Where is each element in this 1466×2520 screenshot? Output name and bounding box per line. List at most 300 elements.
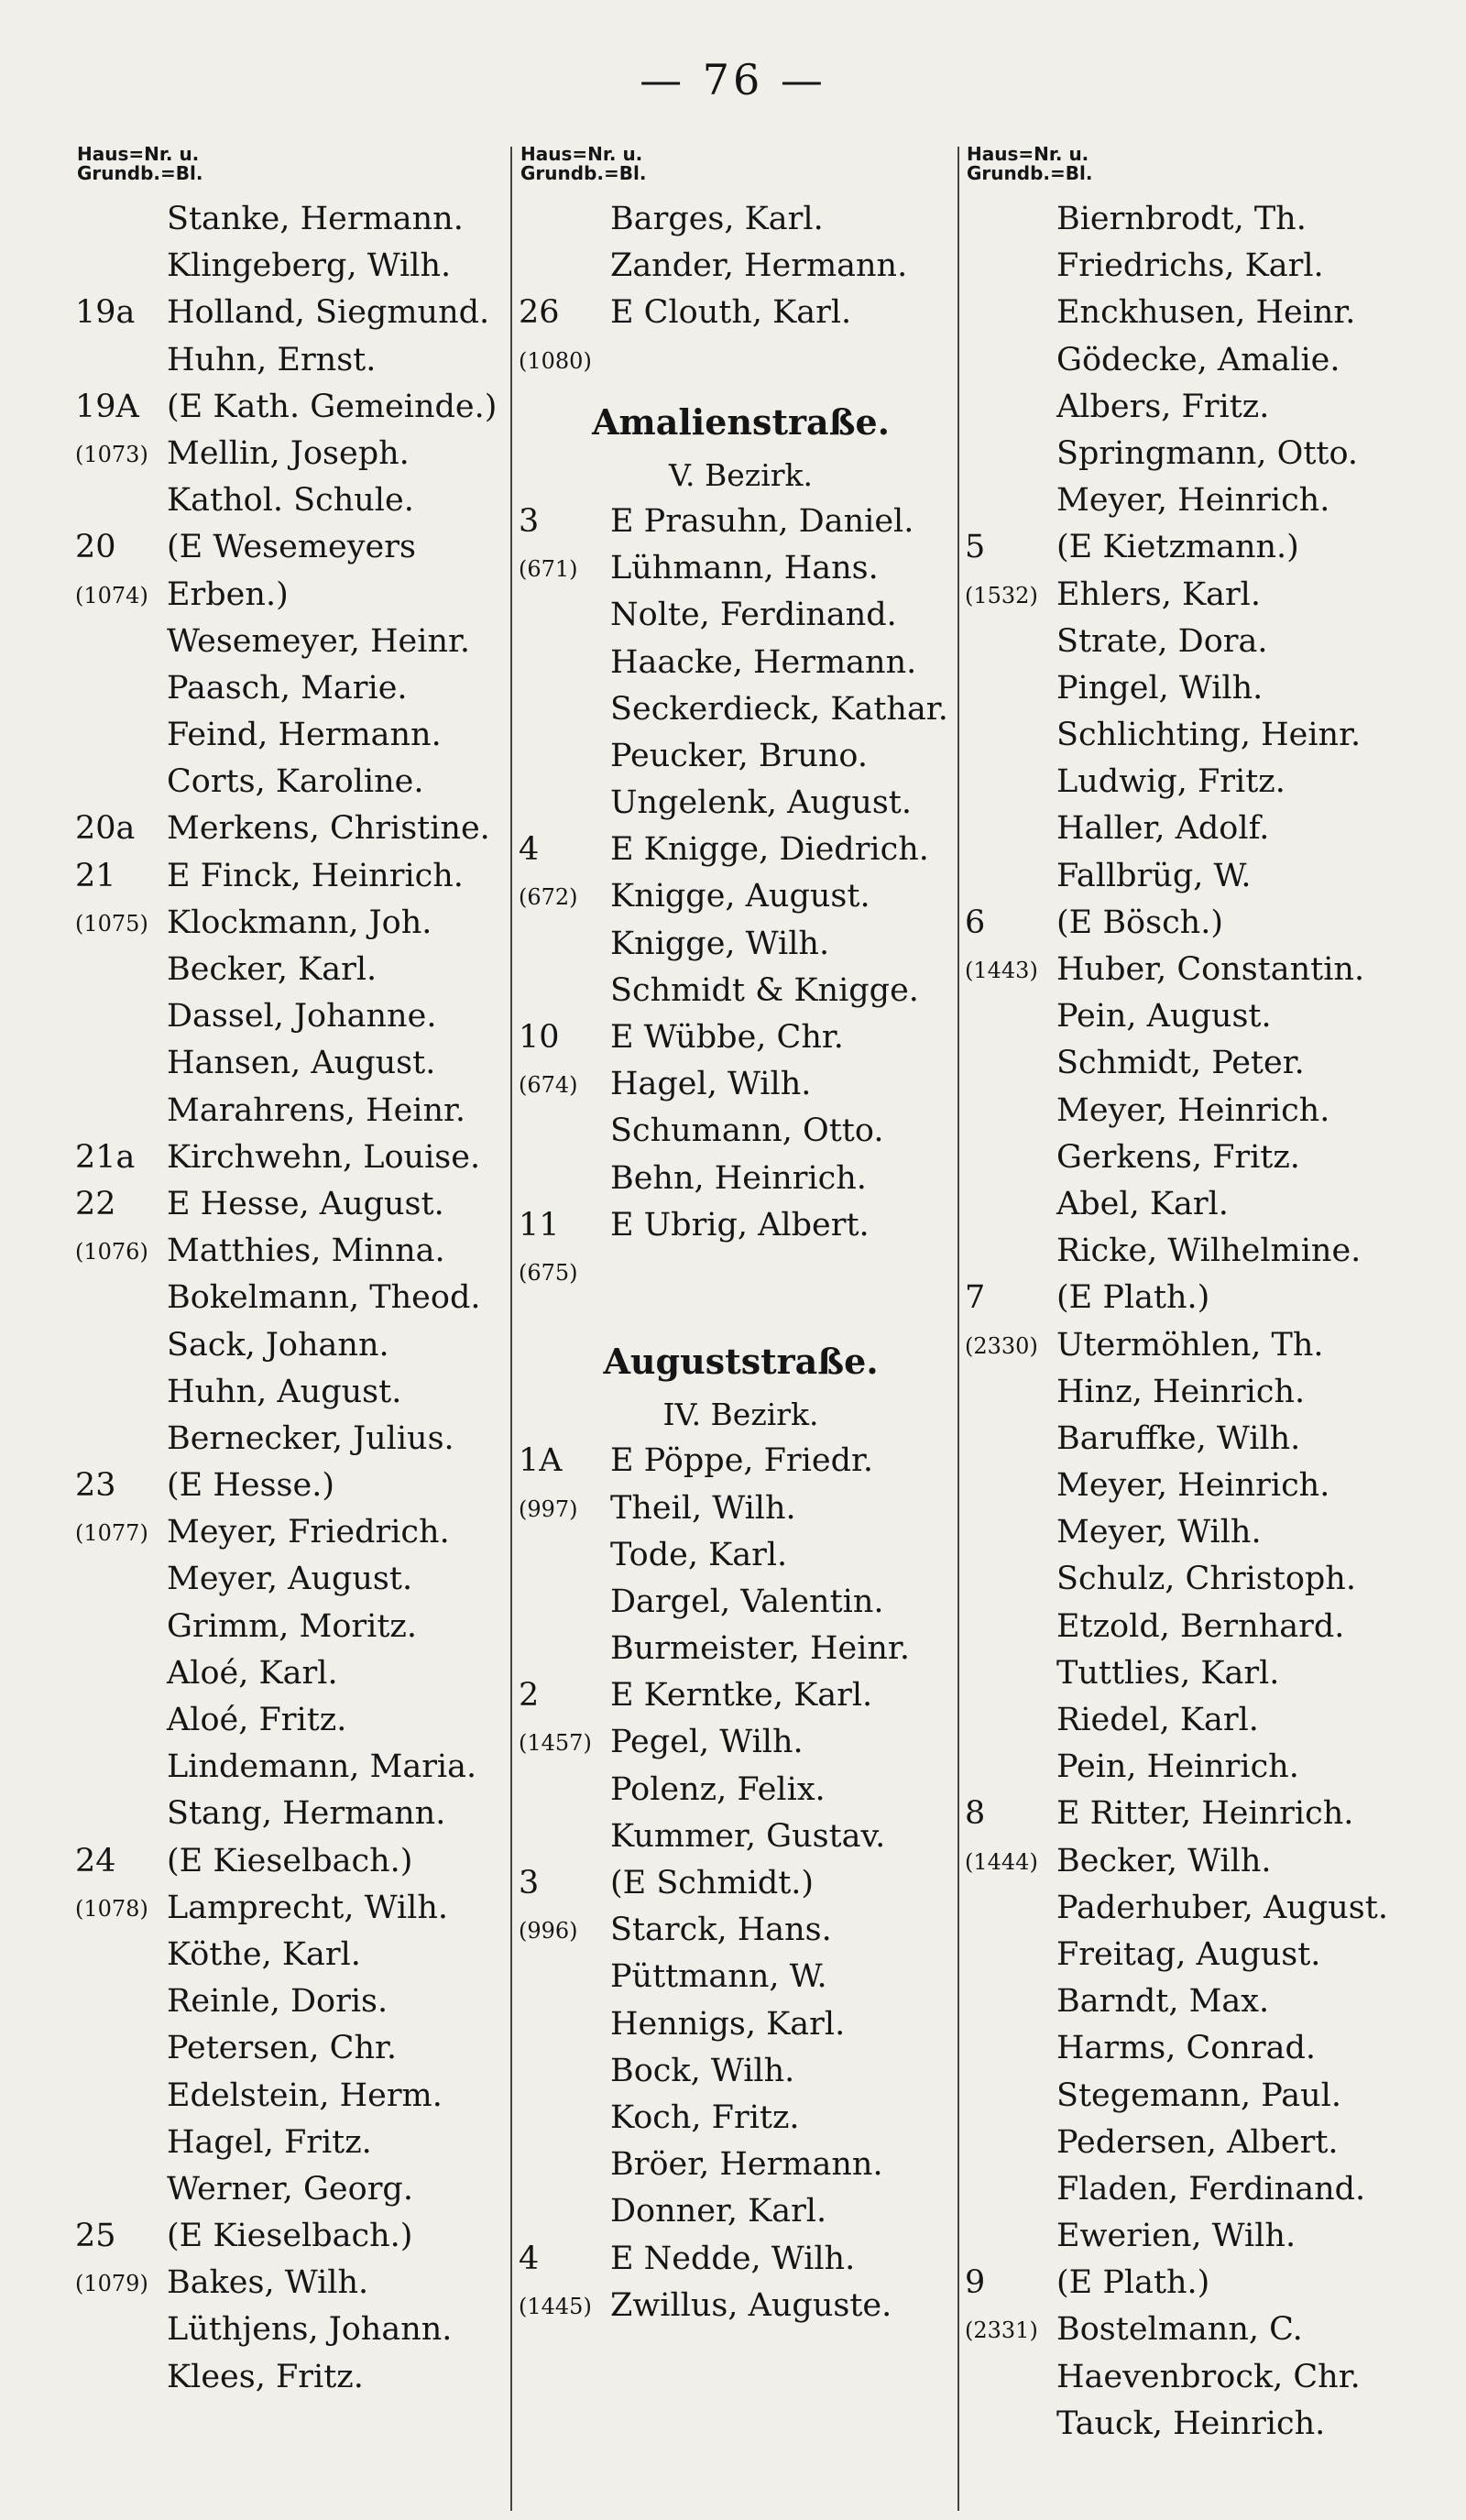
- directory-entry: [965, 2120, 1423, 2166]
- land-register-number: (674): [519, 1072, 578, 1099]
- directory-entry: [519, 780, 963, 827]
- resident-name: Becker, Karl.: [167, 951, 377, 988]
- directory-entry: [965, 2354, 1423, 2401]
- house-number: 25: [75, 2218, 116, 2255]
- directory-entry: [965, 2260, 1423, 2306]
- resident-name: Püttmann, W.: [610, 1958, 827, 1996]
- directory-entry: [75, 2025, 515, 2072]
- directory-entry: [965, 759, 1423, 805]
- directory-entry: [75, 1838, 515, 1885]
- resident-name: Meyer, Heinrich.: [1056, 1467, 1330, 1505]
- directory-entry: [519, 921, 963, 968]
- directory-column-2: [519, 145, 963, 2329]
- resident-name: (E Wesemeyers: [167, 529, 416, 566]
- resident-name: Klingeberg, Wilh.: [167, 247, 452, 285]
- resident-name: Holland, Siegmund.: [167, 294, 490, 332]
- resident-name: Meyer, Friedrich.: [167, 1514, 450, 1551]
- entry-list: [75, 196, 515, 2401]
- directory-entry: [965, 2306, 1423, 2353]
- directory-entry: [965, 1040, 1423, 1087]
- district-label: IV. Bezirk.: [662, 1397, 819, 1433]
- directory-entry: [75, 759, 515, 805]
- resident-name: Petersen, Chr.: [167, 2030, 397, 2067]
- resident-name: Dargel, Valentin.: [610, 1583, 884, 1620]
- column-header-line-2: Grundb.=Bl.: [967, 162, 1093, 184]
- resident-name: E Nedde, Wilh.: [610, 2240, 856, 2277]
- directory-entry: [965, 993, 1423, 1040]
- directory-entry: [75, 1369, 515, 1416]
- resident-name: Tuttlies, Karl.: [1056, 1654, 1280, 1692]
- resident-name: E Ritter, Heinrich.: [1056, 1795, 1354, 1833]
- directory-entry: [519, 592, 963, 639]
- resident-name: Stanke, Hermann.: [167, 201, 464, 237]
- column-header: [967, 145, 1423, 196]
- directory-entry: [965, 1556, 1423, 1603]
- resident-name: Knigge, August.: [610, 878, 870, 915]
- resident-name: Meyer, Heinrich.: [1056, 1091, 1330, 1129]
- directory-entry: [965, 384, 1423, 431]
- house-number: 6: [965, 904, 986, 941]
- resident-name: Edelstein, Herm.: [167, 2076, 443, 2114]
- directory-entry: [519, 2236, 963, 2283]
- resident-name: Burmeister, Heinr.: [610, 1630, 910, 1668]
- directory-entry: [519, 1579, 963, 1626]
- directory-entry: [75, 572, 515, 619]
- directory-entry: [965, 243, 1423, 290]
- directory-entry: [519, 1907, 963, 1954]
- house-number: 5: [965, 529, 986, 566]
- directory-entry: [75, 947, 515, 993]
- resident-name: E Finck, Heinrich.: [167, 857, 464, 894]
- directory-column-3: [965, 145, 1423, 2448]
- directory-entry: [75, 1416, 515, 1463]
- directory-entry: [965, 1134, 1423, 1181]
- directory-entry: [75, 243, 515, 290]
- directory-entry: [519, 968, 963, 1014]
- directory-entry: [75, 477, 515, 524]
- house-number: 11: [519, 1206, 560, 1244]
- resident-name: E Prasuhn, Daniel.: [610, 502, 914, 540]
- directory-entry: [965, 1604, 1423, 1650]
- house-number: 8: [965, 1795, 986, 1833]
- directory-entry: [965, 477, 1423, 524]
- resident-name: Knigge, Wilh.: [610, 925, 830, 962]
- resident-name: Biernbrodt, Th.: [1056, 201, 1307, 237]
- column-header: [77, 145, 515, 196]
- land-register-number: (675): [519, 1259, 578, 1286]
- resident-name: Meyer, Heinrich.: [1056, 482, 1330, 520]
- resident-name: Tode, Karl.: [610, 1536, 788, 1573]
- resident-name: Corts, Karoline.: [167, 763, 424, 801]
- resident-name: Zwillus, Auguste.: [610, 2286, 892, 2324]
- directory-entry: [75, 1791, 515, 1837]
- directory-entry: [75, 1181, 515, 1228]
- house-number: 20: [75, 529, 116, 566]
- resident-name: (E Bösch.): [1056, 904, 1224, 941]
- directory-entry: [75, 431, 515, 477]
- directory-entry: [519, 1014, 963, 1061]
- directory-entry: [75, 1275, 515, 1321]
- resident-name: Reinle, Doris.: [167, 1983, 388, 2021]
- directory-entry: [965, 1181, 1423, 1228]
- resident-name: Bostelmann, C.: [1056, 2311, 1303, 2349]
- resident-name: Hinz, Heinrich.: [1056, 1373, 1306, 1410]
- resident-name: Aloé, Fritz.: [167, 1702, 347, 1738]
- resident-name: (E Kieselbach.): [167, 1842, 413, 1879]
- directory-entry: [965, 947, 1423, 993]
- land-register-number: (997): [519, 1496, 578, 1522]
- directory-entry: [965, 665, 1423, 712]
- directory-entry: [519, 2001, 963, 2048]
- directory-entry: [75, 1978, 515, 2025]
- resident-name: Stegemann, Paul.: [1056, 2076, 1341, 2114]
- resident-name: E Ubrig, Albert.: [610, 1206, 870, 1244]
- directory-entry: [965, 337, 1423, 384]
- directory-entry: [965, 2166, 1423, 2213]
- resident-name: Pein, August.: [1056, 998, 1272, 1035]
- directory-entry: [75, 712, 515, 759]
- resident-name: Ewerien, Wilh.: [1056, 2218, 1296, 2255]
- directory-entry: [965, 853, 1423, 900]
- directory-entry: [965, 2025, 1423, 2072]
- house-number: 3: [519, 502, 540, 540]
- resident-name: Pein, Heinrich.: [1056, 1748, 1299, 1786]
- house-number: 21a: [75, 1138, 136, 1176]
- resident-name: Hansen, August.: [167, 1045, 436, 1082]
- land-register-number: (1073): [75, 441, 148, 467]
- directory-entry: [519, 733, 963, 780]
- directory-entry: [75, 1744, 515, 1791]
- column-header-line-1: Haus=Nr. u.: [520, 143, 643, 165]
- directory-entry: [519, 1156, 963, 1202]
- directory-column-1: [75, 145, 515, 2401]
- directory-entry: [75, 805, 515, 852]
- house-number: 2: [519, 1677, 540, 1715]
- resident-name: Hagel, Fritz.: [167, 2123, 372, 2161]
- land-register-number: (1077): [75, 1520, 148, 1547]
- resident-name: Schulz, Christoph.: [1056, 1561, 1356, 1598]
- directory-entry: [965, 1088, 1423, 1134]
- resident-name: Huber, Constantin.: [1056, 951, 1365, 988]
- resident-name: Erben.): [167, 575, 289, 613]
- resident-name: Gerkens, Fritz.: [1056, 1138, 1300, 1176]
- resident-name: Klees, Fritz.: [167, 2358, 364, 2395]
- directory-entry: [965, 712, 1423, 759]
- directory-entry: [519, 1061, 963, 1108]
- resident-name: Meyer, Wilh.: [1056, 1514, 1262, 1551]
- resident-name: Etzold, Bernhard.: [1056, 1607, 1345, 1645]
- resident-name: Ehlers, Karl.: [1056, 575, 1262, 613]
- resident-name: Zander, Hermann.: [610, 247, 908, 285]
- resident-name: Schumann, Otto.: [610, 1112, 884, 1150]
- directory-entry: [75, 1463, 515, 1509]
- directory-entry: [75, 1932, 515, 1978]
- resident-name: Lamprecht, Wilh.: [167, 1889, 449, 1926]
- column-header-line-1: Haus=Nr. u.: [77, 143, 200, 165]
- directory-entry: [75, 1322, 515, 1369]
- resident-name: Ricke, Wilhelmine.: [1056, 1233, 1362, 1270]
- directory-entry: [965, 1650, 1423, 1697]
- resident-name: Seckerdieck, Kathar.: [610, 690, 948, 728]
- directory-entry: [519, 2048, 963, 2095]
- directory-entry: [965, 524, 1423, 571]
- directory-entry: [75, 2306, 515, 2353]
- directory-entry: [519, 1813, 963, 1860]
- resident-name: Haacke, Hermann.: [610, 643, 917, 681]
- house-number: 26: [519, 294, 560, 332]
- resident-name: Strate, Dora.: [1056, 622, 1268, 660]
- directory-entry: [75, 1604, 515, 1650]
- directory-entry: [75, 853, 515, 900]
- district-label: V. Bezirk.: [668, 456, 814, 493]
- directory-entry: [519, 2188, 963, 2235]
- directory-entry: [519, 196, 963, 243]
- directory-entry: [965, 196, 1423, 243]
- directory-entry: [75, 1650, 515, 1697]
- directory-entry: [75, 1885, 515, 1932]
- directory-entry: [519, 1438, 963, 1485]
- resident-name: Lühmann, Hans.: [610, 550, 879, 587]
- resident-name: Lindemann, Maria.: [167, 1748, 477, 1786]
- directory-entry: [965, 1509, 1423, 1556]
- directory-entry: [519, 499, 963, 545]
- house-number: 20a: [75, 810, 136, 848]
- directory-entry: [965, 572, 1423, 619]
- house-number: 9: [965, 2264, 986, 2302]
- directory-entry: [75, 2073, 515, 2120]
- directory-entry: [965, 900, 1423, 947]
- directory-entry: [75, 993, 515, 1040]
- directory-entry: [965, 1322, 1423, 1369]
- resident-name: Dassel, Johanne.: [167, 998, 437, 1035]
- house-number: 4: [519, 831, 540, 869]
- house-number: 23: [75, 1467, 116, 1505]
- resident-name: Werner, Georg.: [167, 2170, 413, 2208]
- directory-entry: [75, 1228, 515, 1275]
- resident-name: Stang, Hermann.: [167, 1795, 446, 1833]
- directory-entry: [519, 1626, 963, 1672]
- entry-list: [519, 499, 963, 1296]
- land-register-number: (1445): [519, 2293, 592, 2319]
- directory-entry: [965, 1697, 1423, 1744]
- directory-entry: [965, 1463, 1423, 1509]
- resident-name: Paderhuber, August.: [1056, 1889, 1388, 1926]
- directory-entry: [75, 337, 515, 384]
- resident-name: Friedrichs, Karl.: [1056, 247, 1324, 285]
- directory-entry: [519, 1672, 963, 1719]
- resident-name: Koch, Fritz.: [610, 2098, 800, 2136]
- land-register-number: (996): [519, 1918, 578, 1945]
- directory-entry: [75, 1134, 515, 1181]
- column-header-line-2: Grundb.=Bl.: [77, 162, 203, 184]
- directory-entry: [965, 1932, 1423, 1978]
- resident-name: Becker, Wilh.: [1056, 1842, 1272, 1879]
- resident-name: Springmann, Otto.: [1056, 434, 1359, 472]
- directory-entry: [519, 1532, 963, 1579]
- resident-name: Klockmann, Joh.: [167, 904, 432, 941]
- resident-name: Peucker, Bruno.: [610, 737, 869, 774]
- resident-name: Barges, Karl.: [610, 201, 824, 237]
- resident-name: Köthe, Karl.: [167, 1935, 361, 1973]
- house-number: 10: [519, 1019, 560, 1056]
- directory-entry: [519, 2095, 963, 2142]
- directory-entry: [519, 2283, 963, 2329]
- directory-entry: [75, 1509, 515, 1556]
- directory-entry: [965, 1275, 1423, 1321]
- resident-name: Gödecke, Amalie.: [1056, 341, 1340, 378]
- resident-name: Behn, Heinrich.: [610, 1159, 867, 1197]
- directory-entry: [519, 1485, 963, 1532]
- resident-name: Schmidt, Peter.: [1056, 1045, 1305, 1082]
- resident-name: Bakes, Wilh.: [167, 2264, 369, 2302]
- directory-entry: [75, 1697, 515, 1744]
- resident-name: Kummer, Gustav.: [610, 1817, 886, 1855]
- resident-name: Bröer, Hermann.: [610, 2146, 883, 2184]
- resident-name: Riedel, Karl.: [1056, 1702, 1259, 1738]
- resident-name: Marahrens, Heinr.: [167, 1091, 466, 1129]
- house-number: 21: [75, 857, 116, 894]
- directory-entry: [519, 1954, 963, 2000]
- resident-name: Theil, Wilh.: [610, 1489, 796, 1527]
- resident-name: Polenz, Felix.: [610, 1770, 826, 1808]
- directory-entry: [965, 1744, 1423, 1791]
- land-register-number: (2331): [965, 2317, 1038, 2344]
- column-header: [520, 145, 963, 196]
- directory-entry: [519, 1108, 963, 1155]
- land-register-number: (1078): [75, 1895, 148, 1922]
- column-header-line-1: Haus=Nr. u.: [967, 143, 1089, 165]
- resident-name: Abel, Karl.: [1056, 1185, 1229, 1222]
- directory-entry: [75, 384, 515, 431]
- house-number: 1A: [519, 1442, 563, 1480]
- directory-entry: [75, 2166, 515, 2213]
- resident-name: Lüthjens, Johann.: [167, 2311, 453, 2349]
- entry-list: [965, 196, 1423, 2448]
- directory-entry: [75, 524, 515, 571]
- resident-name: E Pöppe, Friedr.: [610, 1442, 873, 1480]
- directory-entry: [519, 1202, 963, 1249]
- house-number: 19A: [75, 388, 139, 425]
- resident-name: Pedersen, Albert.: [1056, 2123, 1339, 2161]
- resident-name: E Wübbe, Chr.: [610, 1019, 844, 1056]
- resident-name: Albers, Fritz.: [1056, 388, 1270, 425]
- land-register-number: (1457): [519, 1730, 592, 1757]
- resident-name: Haller, Adolf.: [1056, 810, 1270, 848]
- directory-entry: [965, 805, 1423, 852]
- resident-name: E Hesse, August.: [167, 1185, 444, 1222]
- resident-name: (E Kath. Gemeinde.): [167, 388, 498, 425]
- resident-name: (E Schmidt.): [610, 1865, 815, 1901]
- land-register-number: (1444): [965, 1848, 1038, 1875]
- land-register-number: (1075): [75, 910, 148, 937]
- house-number: 24: [75, 1842, 116, 1879]
- resident-name: Meyer, August.: [167, 1561, 413, 1598]
- land-register-number: (1080): [519, 347, 592, 374]
- resident-name: Utermöhlen, Th.: [1056, 1326, 1324, 1364]
- resident-name: Huhn, Ernst.: [167, 341, 377, 378]
- house-number: 3: [519, 1865, 540, 1901]
- resident-name: (E Hesse.): [167, 1467, 334, 1505]
- resident-name: Pegel, Wilh.: [610, 1724, 804, 1761]
- resident-name: Merkens, Christine.: [167, 810, 490, 848]
- house-number: 22: [75, 1185, 116, 1222]
- resident-name: Kathol. Schule.: [167, 482, 414, 520]
- land-register-number: (671): [519, 556, 578, 583]
- directory-entry: [75, 2354, 515, 2401]
- page-number: — 76 —: [640, 55, 826, 104]
- resident-name: Bock, Wilh.: [610, 2052, 795, 2089]
- resident-name: Starck, Hans.: [610, 1912, 832, 1949]
- directory-entry: [75, 2260, 515, 2306]
- street-heading: Amalienstraße.: [592, 400, 890, 443]
- directory-entry: [965, 1791, 1423, 1837]
- resident-name: Barndt, Max.: [1056, 1983, 1270, 2021]
- entry-list: [519, 196, 963, 384]
- land-register-number: (1074): [75, 582, 148, 608]
- resident-name: Bokelmann, Theod.: [167, 1279, 481, 1317]
- directory-entry: [519, 1767, 963, 1813]
- directory-entry: [519, 1249, 963, 1296]
- directory-entry: [75, 1040, 515, 1087]
- land-register-number: (2330): [965, 1332, 1038, 1359]
- column-header-line-2: Grundb.=Bl.: [520, 162, 647, 184]
- house-number: 19a: [75, 294, 136, 332]
- land-register-number: (1532): [965, 582, 1038, 608]
- entry-list: [519, 1438, 963, 2329]
- directory-entry: [519, 2142, 963, 2188]
- resident-name: Enckhusen, Heinr.: [1056, 294, 1356, 332]
- directory-entry: [75, 2213, 515, 2260]
- resident-name: Tauck, Heinrich.: [1056, 2405, 1326, 2442]
- directory-entry: [519, 545, 963, 592]
- land-register-number: (1443): [965, 958, 1038, 983]
- resident-name: Kirchwehn, Louise.: [167, 1138, 481, 1176]
- directory-entry: [519, 290, 963, 336]
- directory-entry: [965, 2401, 1423, 2448]
- directory-entry: [965, 1885, 1423, 1932]
- directory-entry: [965, 2213, 1423, 2260]
- resident-name: (E Kieselbach.): [167, 2218, 413, 2255]
- directory-entry: [965, 431, 1423, 477]
- resident-name: Baruffke, Wilh.: [1056, 1419, 1301, 1457]
- directory-entry: [75, 196, 515, 243]
- resident-name: Paasch, Marie.: [167, 669, 408, 707]
- land-register-number: (1076): [75, 1239, 148, 1265]
- land-register-number: (1079): [75, 2271, 148, 2297]
- resident-name: Huhn, August.: [167, 1373, 402, 1410]
- directory-entry: [519, 1860, 963, 1907]
- resident-name: Hagel, Wilh.: [610, 1066, 812, 1103]
- directory-entry: [519, 1719, 963, 1766]
- street-heading: Auguststraße.: [603, 1341, 879, 1383]
- directory-entry: [75, 900, 515, 947]
- resident-name: Freitag, August.: [1056, 1935, 1321, 1973]
- resident-name: E Kerntke, Karl.: [610, 1677, 873, 1715]
- directory-entry: [519, 243, 963, 290]
- directory-entry: [519, 827, 963, 873]
- resident-name: (E Plath.): [1056, 2264, 1210, 2302]
- directory-entry: [965, 1416, 1423, 1463]
- resident-name: Mellin, Joseph.: [167, 434, 410, 472]
- directory-entry: [75, 1088, 515, 1134]
- resident-name: Donner, Karl.: [610, 2193, 827, 2230]
- directory-entry: [965, 1838, 1423, 1885]
- land-register-number: (672): [519, 884, 578, 911]
- resident-name: Ludwig, Fritz.: [1056, 763, 1285, 801]
- directory-entry: [75, 665, 515, 712]
- directory-entry: [75, 619, 515, 665]
- house-number: 7: [965, 1279, 986, 1317]
